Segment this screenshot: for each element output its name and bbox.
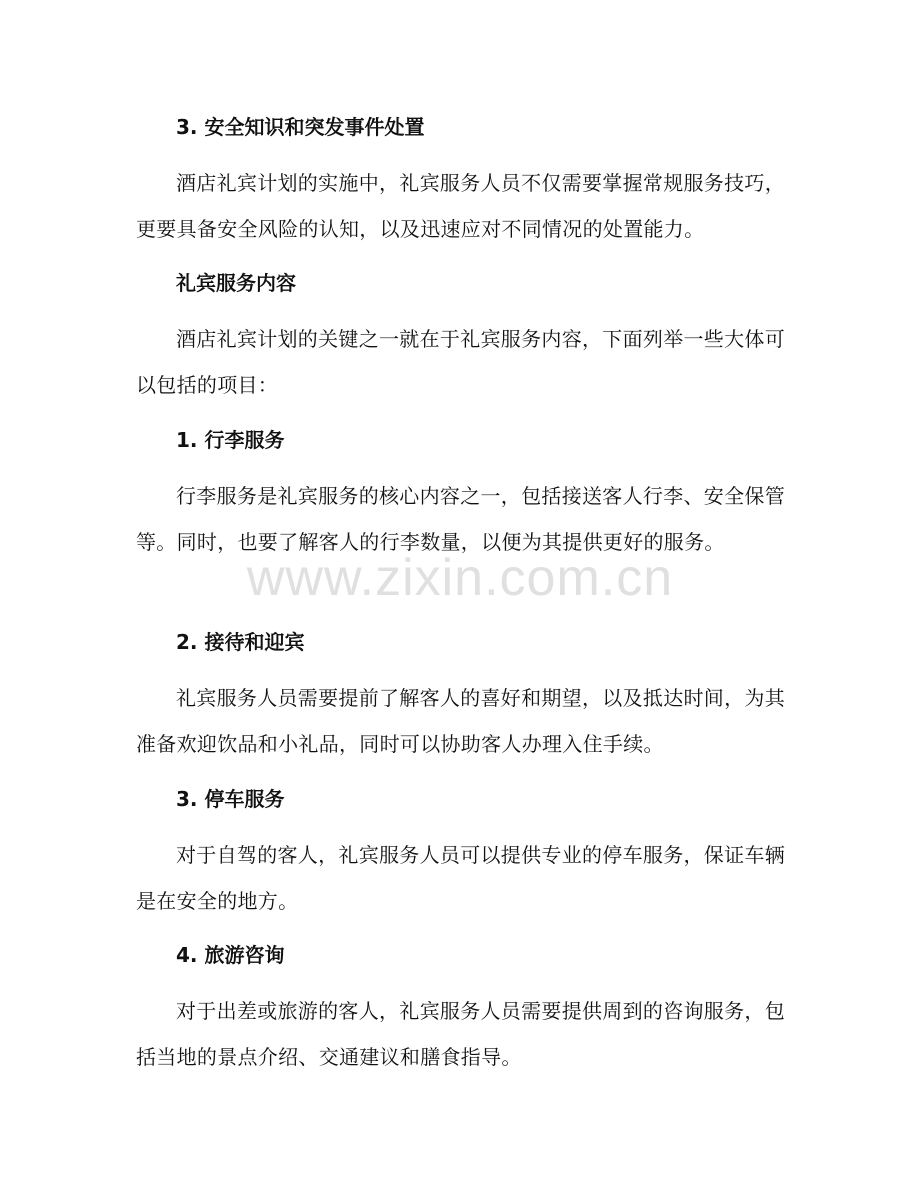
section-heading-reception: 2. 接待和迎宾 — [176, 630, 305, 654]
section-heading-safety: 3. 安全知识和突发事件处置 — [176, 115, 425, 139]
section-paragraph-parking: 对于自驾的客人，礼宾服务人员可以提供专业的停车服务，保证车辆是在安全的地方。 — [136, 843, 785, 913]
section-paragraph-service-content: 酒店礼宾计划的关键之一就在于礼宾服务内容，下面列举一些大体可以包括的项目： — [136, 327, 785, 397]
section-paragraph-luggage: 行李服务是礼宾服务的核心内容之一，包括接送客人行李、安全保管等。同时，也要了解客人的行李数量，以便为其提供更好的服务。 — [136, 484, 785, 554]
watermark-text: www.zixin.com.cn — [246, 549, 674, 607]
section-paragraph-travel: 对于出差或旅游的客人，礼宾服务人员需要提供周到的咨询服务，包括当地的景点介绍、交通建议和膳食指导。 — [136, 999, 785, 1069]
section-heading-travel: 4. 旅游咨询 — [176, 943, 285, 967]
section-heading-service-content: 礼宾服务内容 — [176, 271, 296, 295]
section-heading-luggage: 1. 行李服务 — [176, 428, 285, 452]
section-heading-parking: 3. 停车服务 — [176, 787, 285, 811]
section-paragraph-reception: 礼宾服务人员需要提前了解客人的喜好和期望，以及抵达时间，为其准备欢迎饮品和小礼品，同时可以协助客人办理入住手续。 — [136, 686, 785, 756]
section-paragraph-safety: 酒店礼宾计划的实施中，礼宾服务人员不仅需要掌握常规服务技巧，更要具备安全风险的认知，以及迅速应对不同情况的处置能力。 — [136, 171, 785, 241]
